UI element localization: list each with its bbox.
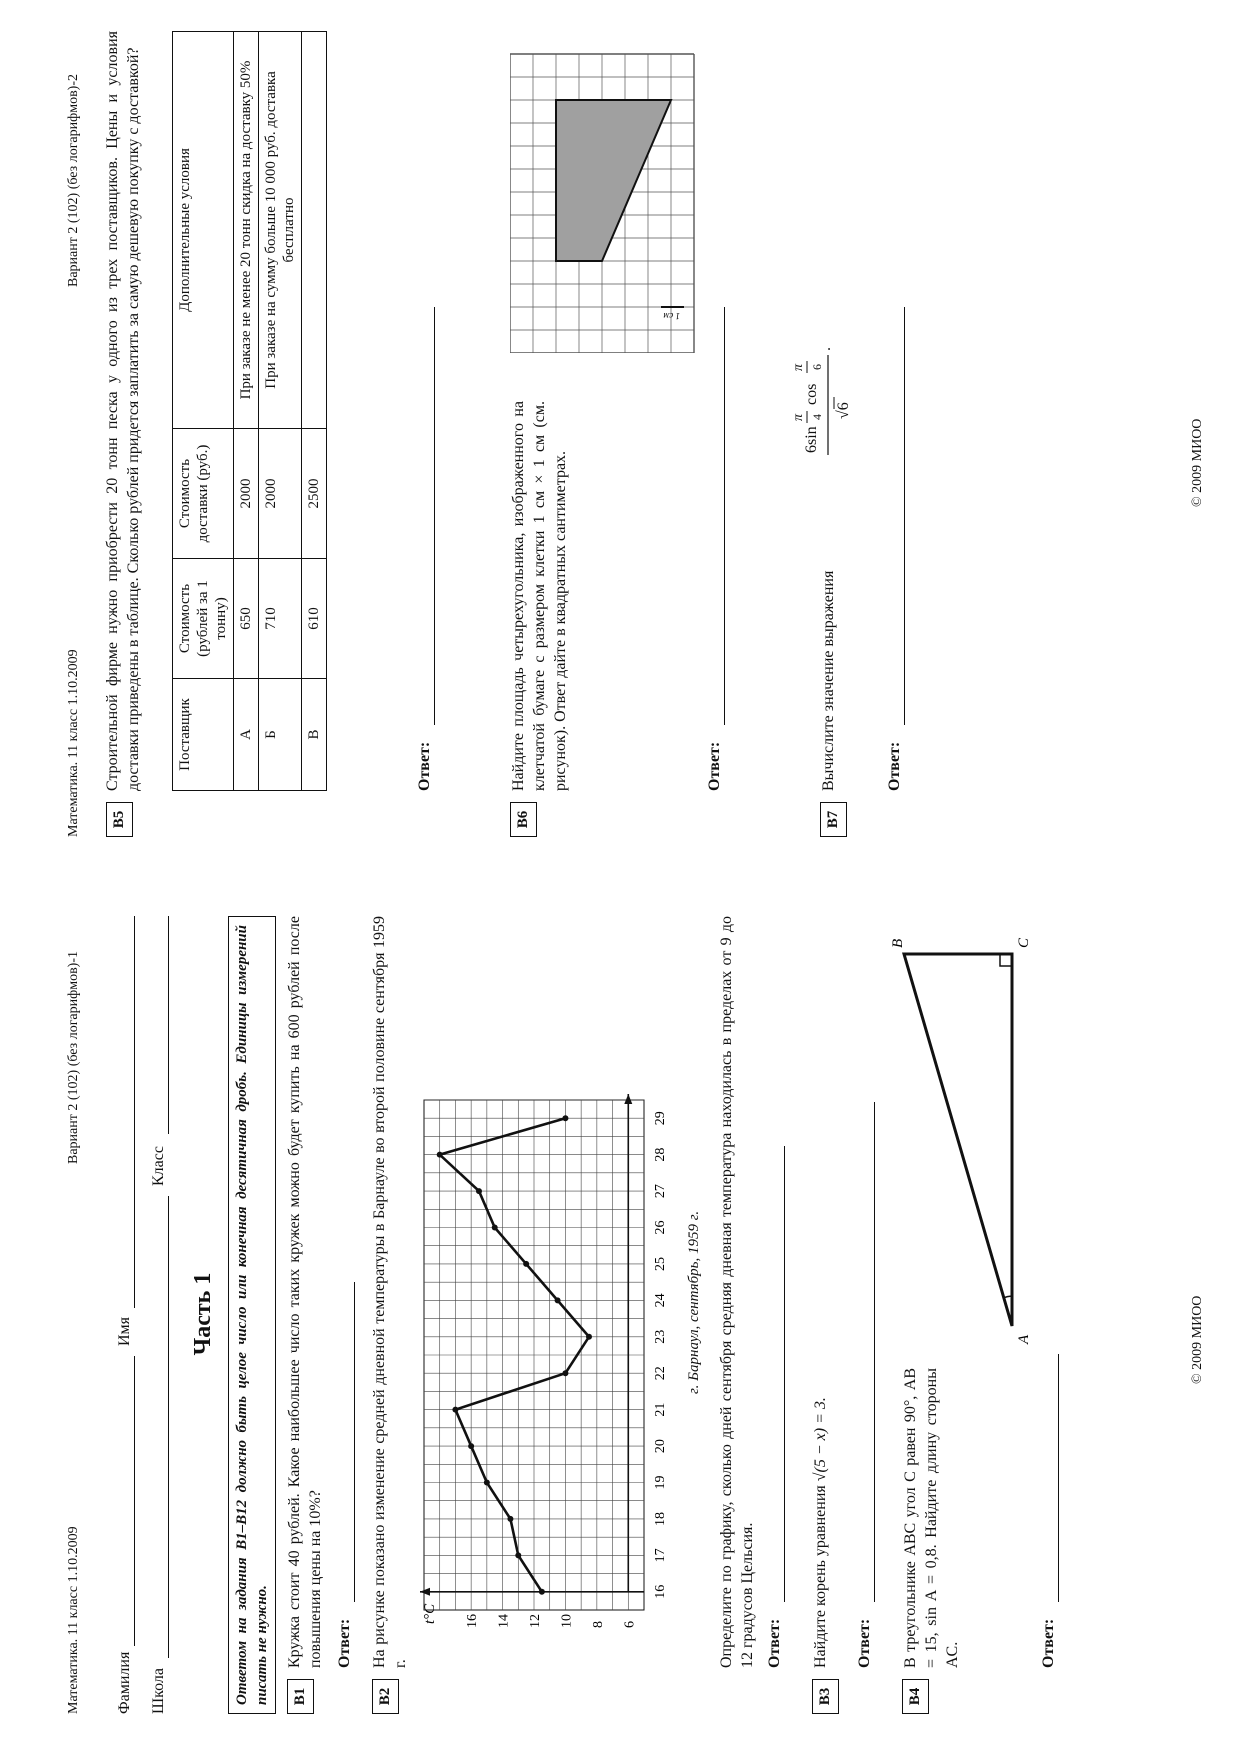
table-header-cell: Поставщик [173, 679, 234, 791]
answer-field-b6[interactable] [724, 307, 725, 725]
surname-label: Фамилия [116, 1651, 133, 1714]
question-b3-equation: √(5 − x) = 3. [812, 1397, 829, 1482]
quadrilateral-shape [556, 100, 671, 261]
chart-grid [424, 1100, 644, 1610]
left-header-subject: Математика. 11 класс 1.10.2009 [66, 1526, 81, 1714]
chart-data-point [484, 1480, 490, 1486]
right-header-variant: Вариант 2 (102) (без логарифмов)-2 [66, 73, 81, 287]
table-cell: 650 [234, 559, 259, 679]
formula-denom-6: 6 [810, 364, 824, 370]
chart-caption: г. Барнаул, сентябрь, 1959 г. [686, 1210, 702, 1394]
answer-field-b1[interactable] [354, 1282, 355, 1602]
left-page [0, 877, 1239, 1754]
answer-label-b1: Ответ: [336, 1618, 353, 1668]
formula-pi: π [791, 413, 806, 421]
chart-data-point [562, 1370, 568, 1376]
chart-data-point [555, 1297, 561, 1303]
chart-x-axis-arrow [624, 1094, 632, 1104]
chart-y-tick-label: 8 [590, 1621, 606, 1628]
question-b4-text: В треугольнике ABC угол C равен 90°, AB = 15, sin A = 0,8. Найдите длину стороны AC. [902, 1368, 961, 1668]
chart-x-tick-label: 16 [653, 1584, 668, 1599]
question-b2-text: На рисунке показано изменение средней дневной температуры в Барнауле во второй половине сентября 1959 г. [371, 916, 409, 1668]
question-number-b1: B1 [287, 1679, 314, 1714]
answer-label-b7: Ответ: [886, 741, 903, 791]
name-field[interactable] [134, 916, 135, 1308]
table-row [234, 32, 259, 791]
table-header-cell: Стоимость доставки (руб.) [173, 429, 234, 559]
chart-data-point [468, 1443, 474, 1449]
chart-x-tick-label: 17 [653, 1548, 668, 1563]
chart-data-point [476, 1188, 482, 1194]
question-number-b2: B2 [372, 1679, 399, 1714]
question-b7-text: Вычислите значение выражения [820, 570, 837, 791]
chart-data-point [586, 1334, 592, 1340]
answer-field-b3[interactable] [874, 1102, 875, 1602]
formula-denom-4: 4 [810, 414, 824, 420]
formula-numerator-coef: 6sin [803, 426, 820, 453]
formula-sqrt: √6 [835, 402, 852, 419]
question-number-b7: B7 [820, 802, 847, 837]
question-number-b3: B3 [812, 1679, 839, 1714]
chart-data-point [437, 1152, 443, 1158]
formula-period: . [817, 347, 834, 351]
chart-y-tick-labels [465, 1614, 637, 1628]
table-cell: 710 [259, 559, 302, 679]
triangle-label-c: C [1016, 937, 1032, 948]
name-label: Имя [116, 1316, 133, 1346]
table-cell: При заказе не менее 20 тонн скидка на доставку 50% [234, 32, 259, 429]
question-b3-line [810, 916, 831, 1668]
chart-y-tick-label: 6 [622, 1621, 638, 1628]
triangle-label-a: A [1016, 1334, 1032, 1344]
chart-x-tick-label: 18 [653, 1511, 668, 1526]
chart-data-point [515, 1552, 521, 1558]
table-cell: При заказе на сумму больше 10 000 руб. доставка бесплатно [259, 32, 302, 429]
table-cell [302, 32, 327, 429]
chart-x-tick-label: 20 [653, 1439, 668, 1454]
chart-x-tick-label: 23 [653, 1329, 668, 1344]
answer-field-b5[interactable] [434, 307, 435, 725]
question-b6-text: Найдите площадь четырехугольника, изображенного на клетчатой бумаге с размером клетки 1 см × 1 см (см. рисунок). Ответ дайте в квадратных сантиметрах. [510, 401, 569, 791]
table-row [259, 32, 302, 791]
table-cell: Б [259, 679, 302, 791]
question-b1-text: Кружка стоит 40 рублей. Какое наибольшее число таких кружек можно будет купить на 600 рублей после повышения цены на 10%? [286, 916, 324, 1668]
chart-data-point [507, 1516, 513, 1522]
left-header-variant: Вариант 2 (102) (без логарифмов)-1 [66, 950, 81, 1164]
answer-label-b3: Ответ: [856, 1618, 873, 1668]
table-cell: 2000 [234, 429, 259, 559]
scale-label: 1 см [663, 311, 680, 321]
part-title: Часть 1 [190, 1272, 216, 1356]
chart-x-tick-label: 28 [653, 1147, 668, 1162]
chart-y-axis-label: t°C [422, 1603, 438, 1624]
answer-field-b7[interactable] [904, 307, 905, 725]
question-number-b4: B4 [902, 1679, 929, 1714]
chart-data-point [562, 1115, 568, 1121]
left-footer: © 2009 МИОО [1190, 1295, 1205, 1384]
table-header-cell: Стоимость (рублей за 1 тонну) [173, 559, 234, 679]
chart-y-tick-label: 16 [465, 1614, 481, 1628]
triangle-abc [904, 954, 1012, 1326]
question-number-b6: B6 [510, 802, 537, 837]
chart-x-tick-labels [653, 1111, 668, 1599]
answer-field-b4[interactable] [1058, 1354, 1059, 1602]
school-label: Школа [150, 1668, 167, 1714]
chart-data-point [452, 1407, 458, 1413]
answer-field-b2[interactable] [784, 1146, 785, 1602]
school-field[interactable] [168, 1196, 169, 1658]
chart-y-tick-label: 12 [528, 1614, 543, 1628]
chart-x-tick-label: 26 [653, 1220, 668, 1235]
chart-y-tick-label: 14 [496, 1614, 512, 1628]
question-b3-text: Найдите корень уравнения [812, 1485, 829, 1668]
b7-expression [786, 287, 866, 457]
chart-x-tick-label: 22 [653, 1366, 668, 1381]
instructions-box: Ответом на задания В1–В12 должно быть целое число или конечная десятичная дробь. Единицы измерений писать не нужно. [228, 916, 276, 1714]
question-number-b5: B5 [106, 802, 133, 837]
chart-y-axis-arrow [420, 1588, 430, 1596]
right-header-subject: Математика. 11 класс 1.10.2009 [66, 649, 81, 837]
class-label: Класс [150, 1146, 167, 1186]
table-cell: 610 [302, 559, 327, 679]
table-row [302, 32, 327, 791]
answer-label-b5: Ответ: [416, 741, 433, 791]
answer-label-b6: Ответ: [706, 741, 723, 791]
table-cell: 2500 [302, 429, 327, 559]
chart-data-point [539, 1589, 545, 1595]
right-footer: © 2009 МИОО [1190, 418, 1205, 507]
answer-label-b2: Ответ: [766, 1618, 783, 1668]
chart-x-tick-label: 25 [653, 1256, 668, 1271]
triangle-label-b: B [890, 938, 906, 948]
table-cell: А [234, 679, 259, 791]
chart-data-point [492, 1225, 498, 1231]
chart-x-tick-label: 29 [653, 1111, 668, 1126]
chart-data-point [523, 1261, 529, 1267]
supplier-table-header-row [173, 32, 234, 791]
question-b5-text: Строительной фирме нужно приобрести 20 тонн песка у одного из трех поставщиков. Цены и условия доставки приведены в таблице. Сколько рублей придется заплатить за самую дешевую покупку с доставкой? [104, 31, 142, 791]
chart-y-tick-label: 10 [559, 1614, 575, 1628]
chart-x-tick-label: 21 [653, 1402, 668, 1417]
answer-label-b4: Ответ: [1040, 1618, 1057, 1668]
table-header-cell: Дополнительные условия [173, 32, 234, 429]
table-cell: 2000 [259, 429, 302, 559]
right-angle-mark [1000, 954, 1012, 966]
formula-pi: π [791, 363, 806, 371]
table-cell: В [302, 679, 327, 791]
class-field[interactable] [168, 916, 169, 1134]
chart-x-tick-label: 19 [653, 1475, 668, 1490]
triangle-figure [884, 934, 1034, 1354]
grid-figure [510, 51, 710, 353]
chart-x-tick-label: 24 [653, 1293, 668, 1308]
question-b2-text-2: Определите по графику, сколько дней сентября средняя дневная температура находилась в пределах от 9 до 12 градусов Цельсия. [718, 916, 756, 1668]
supplier-table [172, 31, 327, 791]
surname-field[interactable] [134, 1356, 135, 1646]
temperature-chart [416, 1094, 696, 1654]
chart-x-tick-label: 27 [653, 1184, 668, 1199]
formula-cos: cos [803, 383, 820, 405]
